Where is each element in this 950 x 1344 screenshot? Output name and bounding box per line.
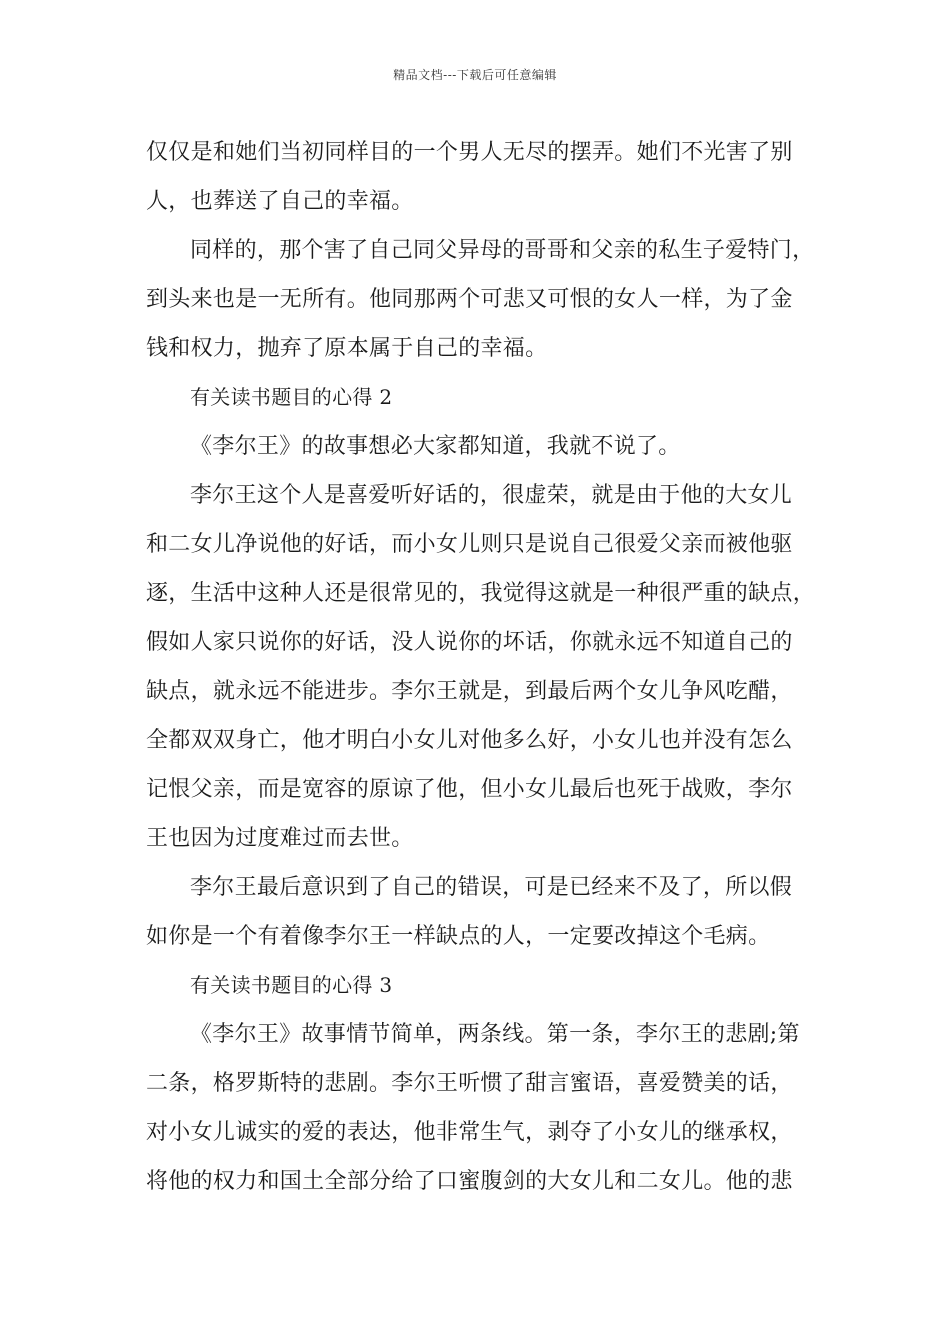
section-heading: 有关读书题目的心得 3 [190, 973, 393, 997]
text-line: 假如人家只说你的好话，没人说你的坏话，你就永远不知道自己的 [146, 630, 793, 655]
text-line: 对小女儿诚实的爱的表达，他非常生气，剥夺了小女儿的继承权， [146, 1120, 793, 1145]
body-text [146, 128, 826, 1206]
text-line: 和二女儿净说他的好话，而小女儿则只是说自己很爱父亲而被他驱 [146, 532, 793, 557]
text-line: 二条，格罗斯特的悲剧。李尔王听惯了甜言蜜语，喜爱赞美的话， [146, 1071, 793, 1096]
text-line: 李尔王这个人是喜爱听好话的，很虚荣，就是由于他的大女儿 [190, 483, 793, 508]
text-line: 将他的权力和国土全部分给了口蜜腹剑的大女儿和二女儿。他的悲 [146, 1169, 793, 1194]
text-line: 钱和权力，抛弃了原本属于自己的幸福。 [146, 336, 548, 361]
page-header: 精品文档---下载后可任意编辑 [393, 68, 557, 82]
section-heading: 有关读书题目的心得 2 [190, 385, 393, 409]
text-line: 人，也葬送了自己的幸福。 [146, 189, 414, 214]
text-line: 仅仅是和她们当初同样目的一个男人无尽的摆弄。她们不光害了别 [146, 140, 793, 165]
text-line: 逐，生活中这种人还是很常见的，我觉得这就是一种很严重的缺点， [146, 581, 816, 606]
text-line: 同样的，那个害了自己同父异母的哥哥和父亲的私生子爱特门， [190, 238, 815, 263]
text-line: 到头来也是一无所有。他同那两个可悲又可恨的女人一样，为了金 [146, 287, 793, 312]
text-line: 记恨父亲，而是宽容的原谅了他，但小女儿最后也死于战败，李尔 [146, 777, 793, 802]
text-line: 王也因为过度难过而去世。 [146, 826, 414, 851]
text-line: 缺点，就永远不能进步。李尔王就是，到最后两个女儿争风吃醋， [146, 679, 793, 704]
text-line: 《李尔王》故事情节简单，两条线。第一条，李尔王的悲剧;第 [190, 1022, 800, 1047]
text-line: 李尔王最后意识到了自己的错误，可是已经来不及了，所以假 [190, 875, 793, 900]
text-line: 全都双双身亡，他才明白小女儿对他多么好，小女儿也并没有怎么 [146, 728, 793, 753]
text-line: 《李尔王》的故事想必大家都知道，我就不说了。 [190, 434, 681, 459]
text-line: 如你是一个有着像李尔王一样缺点的人，一定要改掉这个毛病。 [146, 924, 771, 949]
